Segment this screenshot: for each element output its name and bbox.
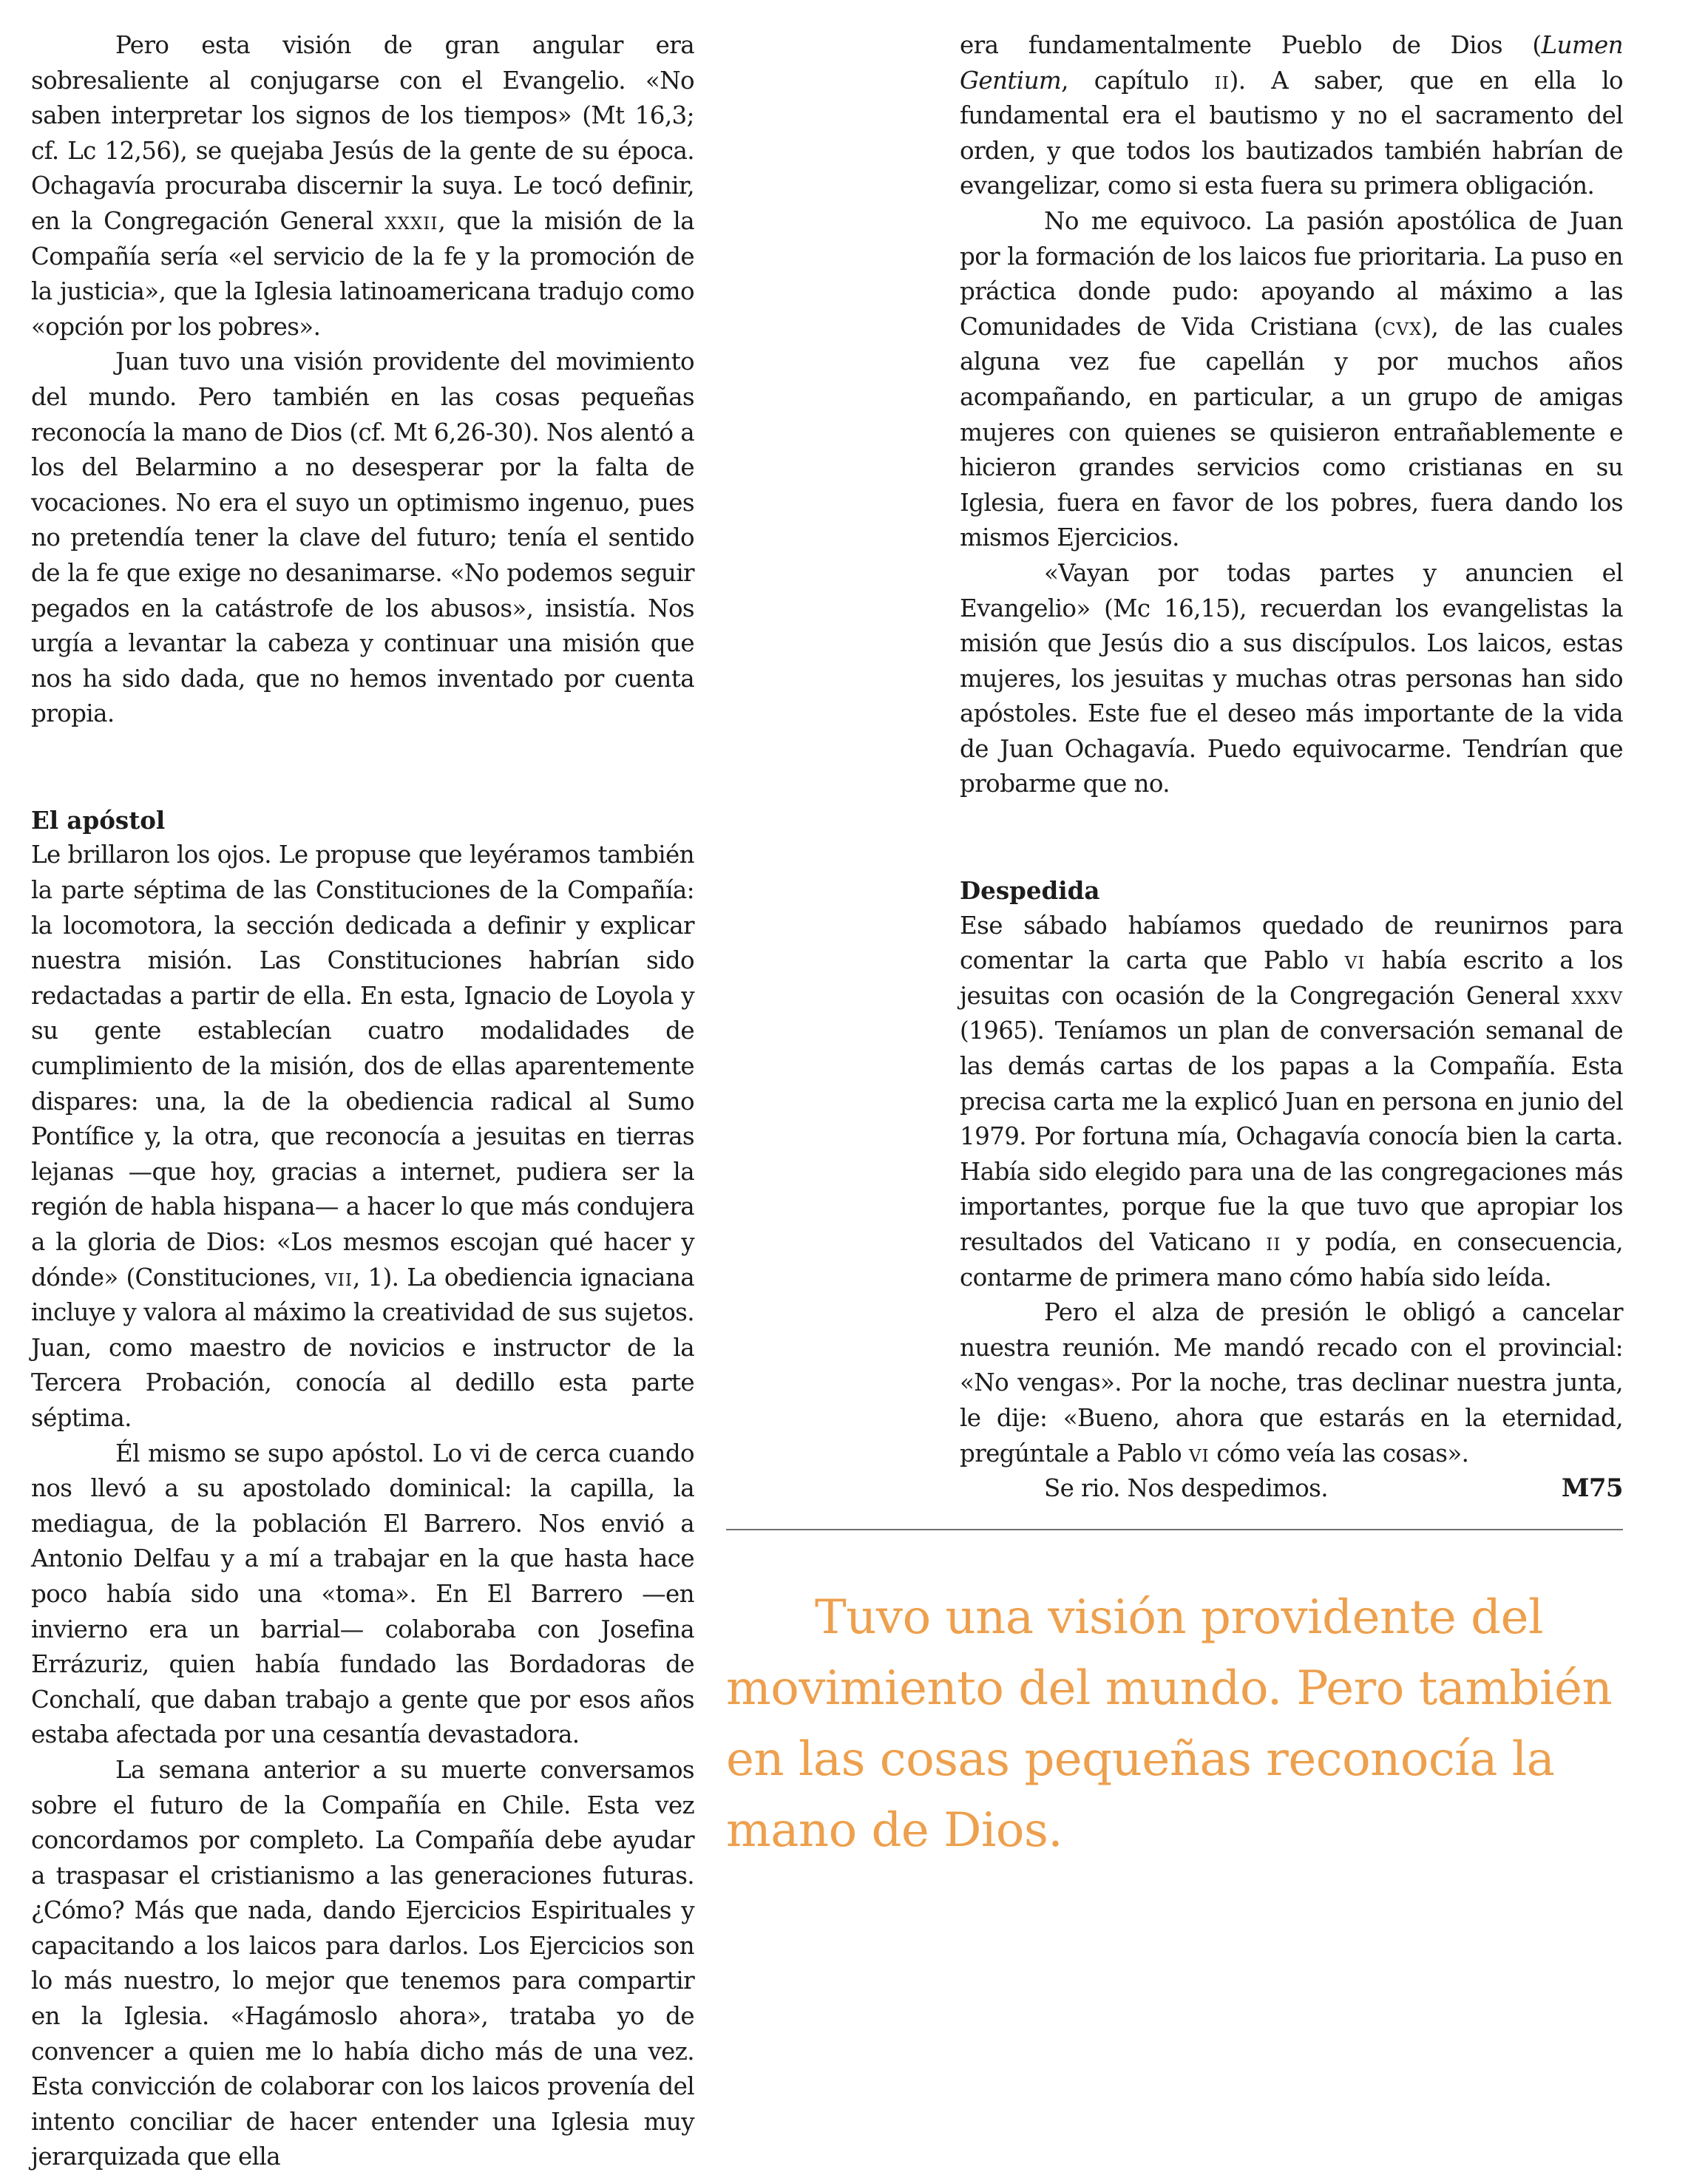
paragraph: era fundamentalmente Pueblo de Dios (Lumen Gentium, capítulo ii). A saber, que en ella lo fundamental era el bautismo y no el sacramento del orden, y que todos los bautizados también habrían de evangelizar, como si esta fuera su primera obligación. xyxy=(960,31,1624,200)
section-heading-el-apostol: El apóstol xyxy=(31,805,166,835)
pull-quote: Tuvo una visión providente del movimiento del mundo. Pero también en las cosas pequeñas reconocía la mano de Dios. xyxy=(726,1590,1613,1858)
left-column xyxy=(31,28,694,2175)
paragraph: No me equivoco. La pasión apostólica de Juan por la formación de los laicos fue prioritaria. La puso en práctica donde pudo: apoyando al máximo a las Comunidades de Vida Cristiana (cvx), de las cuales alguna vez fue capellán y por muchos años acompañando, en particular, a un grupo de amigas mujeres con quienes se quisieron entrañablemente e hicieron grandes servicios como cristianas en su Iglesia, fuera en favor de los pobres, fuera dando los mismos Ejercicios. xyxy=(960,206,1623,552)
paragraph: Pero esta visión de gran angular era sobresaliente al conjugarse con el Evangelio. «No saben interpretar los signos de los tiempos» (Mt 16,3; cf. Lc 12,56), se quejaba Jesús de la gente de su época. Ochagavía procuraba discernir la suya. Le tocó definir, en la Congregación General xxxii, que la misión de la Compañía sería «el servicio de la fe y la promoción de la justicia», que la Iglesia latinoamericana tradujo como «opción por los pobres». xyxy=(31,31,694,341)
paragraph: La semana anterior a su muerte conversamos sobre el futuro de la Compañía en Chile. Esta vez concordamos por completo. La Compañía debe ayudar a traspasar el cristianismo a las generaciones futuras. ¿Cómo? Más que nada, dando Ejercicios Espirituales y capacitando a los laicos para darlos. Los Ejercicios son lo más nuestro, lo mejor que tenemos para compartir en la Iglesia. «Hagámoslo ahora», trataba yo de convencer a quien me lo había dicho más de una vez. Esta convicción de colaborar con los laicos provenía del intento conciliar de hacer entender una Iglesia muy jerarquizada que ella xyxy=(31,1755,694,2171)
signature: M75 xyxy=(1561,1473,1623,1504)
paragraph: Le brillaron los ojos. Le propuse que leyéramos también la parte séptima de las Constituciones de la Compañía: la locomotora, la sección dedicada a definir y explicar nuestra misión. Las Constituciones habrían sido redactadas a partir de ella. En esta, Ignacio de Loyola y su gente establecían cuatro modalidades de cumplimiento de la misión, dos de ellas aparentemente dispares: una, la de la obediencia radical al Sumo Pontífice y, la otra, que reconocía a jesuitas en tierras lejanas —que hoy, gracias a internet, pudiera ser la región de habla hispana— a hacer lo que más condujera a la gloria de Dios: «Los mesmos escojan qué hacer y dónde» (Constituciones, vii, 1). La obediencia ignaciana incluye y valora al máximo la creatividad de sus sujetos. Juan, como maestro de novicios e instructor de la Tercera Probación, conocía al dedillo esta parte séptima. xyxy=(31,841,694,1432)
paragraph: «Vayan por todas partes y anuncien el Evangelio» (Mc 16,15), recuerdan los evangelistas la misión que Jesús dio a sus discípulos. Los laicos, estas mujeres, los jesuitas y muchas otras personas han sido apóstoles. Este fue el deseo más importante de la vida de Juan Ochagavía. Puedo equivocarme. Tendrían que probarme que no. xyxy=(960,558,1623,798)
paragraph: Pero el alza de presión le obligó a cancelar nuestra reunión. Me mandó recado con el provincial: «No vengas». Por la noche, tras declinar nuestra junta, le dije: «Bueno, ahora que estarás en la eternidad, pregúntale a Pablo vi cómo veía las cosas». xyxy=(960,1298,1623,1467)
right-column xyxy=(960,28,1623,1507)
paragraph: Él mismo se supo apóstol. Lo vi de cerca cuando nos llevó a su apostolado dominical: la capilla, la mediagua, de la población El Barrero. Nos envió a Antonio Delfau y a mí a trabajar en la que hasta hace poco había sido una «toma». En El Barrero —en invierno era un barrial— colaboraba con Josefina Errázuriz, quien había fundado las Bordadoras de Conchalí, que daban trabajo a gente que por esos años estaba afectada por una cesantía devastadora. xyxy=(31,1439,694,1749)
closing-text: Se rio. Nos despedimos. xyxy=(1044,1474,1328,1503)
section-heading-despedida: Despedida xyxy=(960,876,1100,906)
closing-line xyxy=(960,1471,1623,1507)
divider xyxy=(726,1529,1623,1530)
paragraph: Juan tuvo una visión providente del movimiento del mundo. Pero también en las cosas pequeñas reconocía la mano de Dios (cf. Mt 6,26-30). Nos alentó a los del Belarmino a no desesperar por la falta de vocaciones. No era el suyo un optimismo ingenuo, pues no pretendía tener la clave del futuro; tenía el sentido de la fe que exige no desanimarse. «No podemos seguir pegados en la catástrofe de los abusos», insistía. Nos urgía a levantar la cabeza y continuar una misión que nos ha sido dada, que no hemos inventado por cuenta propia. xyxy=(31,347,694,728)
paragraph: Ese sábado habíamos quedado de reunirnos para comentar la carta que Pablo vi había escrito a los jesuitas con ocasión de la Congregación General xxxv (1965). Teníamos un plan de conversación semanal de las demás cartas de los papas a la Compañía. Esta precisa carta me la explicó Juan en persona en junio del 1979. Por fortuna mía, Ochagavía conocía bien la carta. Había sido elegido para una de las congregaciones más importantes, porque fue la que tuvo que apropiar los resultados del Vaticano ii y podía, en consecuencia, contarme de primera mano cómo había sido leída. xyxy=(960,911,1624,1292)
